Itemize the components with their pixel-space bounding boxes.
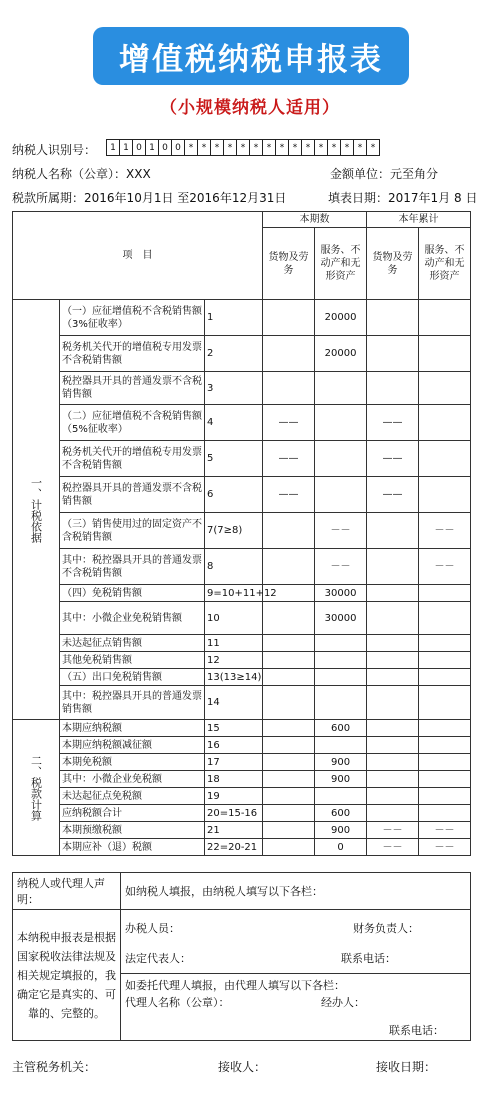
row-services-value: 900 [315, 754, 367, 771]
header-goods-year: 货物及劳务 [367, 228, 419, 300]
row-item-label: 本期应补（退）税额 [60, 839, 205, 856]
row-goods-value [263, 336, 315, 372]
row-goods-year-value: —— [367, 477, 419, 513]
taxpayer-id-digit: 0 [158, 139, 172, 156]
row-goods-year-value [367, 754, 419, 771]
row-goods-value [263, 805, 315, 822]
row-services-value [315, 737, 367, 754]
header-goods: 货物及劳务 [263, 228, 315, 300]
row-line-number: 2 [205, 336, 263, 372]
receive-date: 接收日期： [376, 1060, 437, 1074]
row-goods-year-value [367, 720, 419, 737]
agent-phone-field: 联系电话： [389, 1024, 444, 1037]
legal-rep-field: 法定代表人： [125, 952, 191, 965]
header-services: 服务、不动产和无形资产 [315, 228, 367, 300]
row-line-number: 14 [205, 686, 263, 720]
table-row [13, 686, 471, 720]
row-services-year-value [419, 652, 471, 669]
agent-fill-note: 如委托代理人填报，由代理人填写以下各栏： [125, 979, 345, 992]
row-goods-value [263, 788, 315, 805]
row-goods-value [263, 300, 315, 336]
row-services-year-value [419, 477, 471, 513]
row-goods-value: —— [263, 441, 315, 477]
row-line-number: 6 [205, 477, 263, 513]
row-item-label: 本期应纳税额 [60, 720, 205, 737]
row-services-value: 900 [315, 822, 367, 839]
row-goods-value [263, 372, 315, 405]
row-goods-year-value [367, 602, 419, 635]
row-line-number: 19 [205, 788, 263, 805]
table-row [13, 720, 471, 737]
taxpayer-id-digit: * [223, 139, 237, 156]
row-line-number: 10 [205, 602, 263, 635]
taxpayer-id-digit: * [301, 139, 315, 156]
table-row [13, 839, 471, 856]
taxpayer-id-digit: * [288, 139, 302, 156]
tax-period-label: 税款所属期： [12, 191, 85, 205]
row-item-label: 税控器具开具的普通发票不含税销售额 [60, 477, 205, 513]
taxpayer-id-digit: 0 [171, 139, 185, 156]
row-services-year-value [419, 602, 471, 635]
row-line-number: 3 [205, 372, 263, 405]
row-goods-year-value [367, 300, 419, 336]
self-fill-note: 如纳税人填报，由纳税人填写以下各栏： [121, 873, 471, 910]
header-current-period: 本期数 [263, 212, 367, 228]
row-services-year-value [419, 805, 471, 822]
row-goods-year-value [367, 737, 419, 754]
table-row [13, 737, 471, 754]
table-row [13, 585, 471, 602]
row-services-value [315, 405, 367, 441]
row-services-year-value [419, 585, 471, 602]
tax-period [12, 189, 286, 206]
table-row [13, 635, 471, 652]
row-goods-year-value [367, 788, 419, 805]
row-services-year-value [419, 771, 471, 788]
agent-person-field: 经办人： [321, 996, 365, 1009]
row-services-value: 30000 [315, 585, 367, 602]
row-line-number: 1 [205, 300, 263, 336]
tax-authority: 主管税务机关： [12, 1060, 97, 1074]
row-line-number: 18 [205, 771, 263, 788]
row-item-label: 应纳税额合计 [60, 805, 205, 822]
row-services-value: 900 [315, 771, 367, 788]
row-item-label: 税务机关代开的增值税专用发票不含税销售额 [60, 336, 205, 372]
row-services-year-value: －－ [419, 549, 471, 585]
row-line-number: 21 [205, 822, 263, 839]
currency-unit-label: 金额单位： [330, 167, 391, 181]
row-line-number: 5 [205, 441, 263, 477]
table-row [13, 441, 471, 477]
row-services-year-value [419, 441, 471, 477]
row-goods-year-value [367, 585, 419, 602]
header-services-year: 服务、不动产和无形资产 [419, 228, 471, 300]
row-item-label: 其他免税销售额 [60, 652, 205, 669]
row-goods-value [263, 602, 315, 635]
table-row [13, 336, 471, 372]
taxpayer-id-boxes [106, 139, 379, 156]
taxpayer-name [12, 165, 151, 182]
row-goods-year-value [367, 669, 419, 686]
table-row [13, 771, 471, 788]
row-line-number: 8 [205, 549, 263, 585]
table-row [13, 372, 471, 405]
taxpayer-id-digit: 1 [145, 139, 159, 156]
row-goods-year-value: －－ [367, 822, 419, 839]
row-item-label: 其中：小微企业免税额 [60, 771, 205, 788]
agent-name-field: 代理人名称（公章）： [125, 996, 230, 1009]
row-line-number: 7(7≥8) [205, 513, 263, 549]
row-line-number: 9=10+11+12 [205, 585, 263, 602]
row-line-number: 12 [205, 652, 263, 669]
row-item-label: 未达起征点销售额 [60, 635, 205, 652]
taxpayer-id-digit: * [353, 139, 367, 156]
currency-unit-value: 元至角分 [390, 167, 439, 181]
row-services-year-value [419, 336, 471, 372]
declarant-label: 纳税人或代理人声明： [13, 873, 121, 910]
table-row [13, 549, 471, 585]
taxpayer-id-digit: 1 [106, 139, 120, 156]
row-item-label: 税务机关代开的增值税专用发票不含税销售额 [60, 441, 205, 477]
row-goods-value [263, 822, 315, 839]
row-goods-value [263, 635, 315, 652]
taxpayer-id-digit: * [340, 139, 354, 156]
row-item-label: （五）出口免税销售额 [60, 669, 205, 686]
declaration-text: 本纳税申报表是根据国家税收法律法规及相关规定填报的，我确定它是真实的、可靠的、完整的。 [13, 910, 121, 1041]
row-services-year-value: －－ [419, 839, 471, 856]
table-row [13, 405, 471, 441]
row-line-number: 13(13≥14) [205, 669, 263, 686]
row-goods-value: —— [263, 405, 315, 441]
row-goods-value [263, 737, 315, 754]
table-row [13, 477, 471, 513]
row-goods-value [263, 839, 315, 856]
row-goods-year-value [367, 372, 419, 405]
table-row [13, 788, 471, 805]
row-services-year-value [419, 686, 471, 720]
phone-field: 联系电话： [341, 952, 396, 965]
form-subtitle: （小规模纳税人适用） [160, 98, 340, 118]
row-item-label: 其中：小微企业免税销售额 [60, 602, 205, 635]
row-goods-year-value [367, 635, 419, 652]
row-item-label: 未达起征点免税额 [60, 788, 205, 805]
row-item-label: （一）应征增值税不含税销售额（3%征收率） [60, 300, 205, 336]
row-line-number: 11 [205, 635, 263, 652]
taxpayer-id-digit: 0 [132, 139, 146, 156]
row-item-label: 本期免税额 [60, 754, 205, 771]
row-services-value [315, 686, 367, 720]
row-goods-year-value: —— [367, 405, 419, 441]
row-goods-value: —— [263, 477, 315, 513]
row-services-value [315, 441, 367, 477]
row-services-year-value [419, 788, 471, 805]
row-goods-year-value [367, 336, 419, 372]
section-tax-calc: 二、税款计算 [13, 720, 60, 856]
row-services-value [315, 635, 367, 652]
row-item-label: 其中：税控器具开具的普通发票不含税销售额 [60, 549, 205, 585]
row-line-number: 17 [205, 754, 263, 771]
row-services-year-value [419, 372, 471, 405]
row-services-year-value [419, 754, 471, 771]
row-services-year-value [419, 720, 471, 737]
row-goods-year-value [367, 805, 419, 822]
taxpayer-id-digit: * [210, 139, 224, 156]
header-year-total: 本年累计 [367, 212, 471, 228]
row-services-year-value: －－ [419, 822, 471, 839]
table-row [13, 669, 471, 686]
row-goods-year-value [367, 652, 419, 669]
taxpayer-id-digit: 1 [119, 139, 133, 156]
row-goods-year-value [367, 513, 419, 549]
fill-date-value: 2017年1月 8 日 [388, 191, 478, 205]
form-title: 增值税纳税申报表 [93, 27, 409, 85]
row-goods-value [263, 669, 315, 686]
taxpayer-id-digit: * [275, 139, 289, 156]
row-services-value [315, 477, 367, 513]
row-goods-year-value: －－ [367, 839, 419, 856]
row-services-value: －－ [315, 513, 367, 549]
row-goods-value [263, 686, 315, 720]
row-services-value: 20000 [315, 336, 367, 372]
row-line-number: 4 [205, 405, 263, 441]
row-services-value: 600 [315, 805, 367, 822]
table-row [13, 652, 471, 669]
receiver: 接收人： [218, 1060, 267, 1074]
row-services-year-value [419, 669, 471, 686]
row-item-label: 税控器具开具的普通发票不含税销售额 [60, 372, 205, 405]
row-item-label: 本期预缴税额 [60, 822, 205, 839]
row-goods-year-value [367, 549, 419, 585]
table-row [13, 602, 471, 635]
row-goods-year-value: —— [367, 441, 419, 477]
tax-period-value: 2016年10月1日 至2016年12月31日 [84, 191, 287, 205]
taxpayer-id-digit: * [197, 139, 211, 156]
row-line-number: 15 [205, 720, 263, 737]
table-row [13, 822, 471, 839]
taxpayer-id-digit: * [366, 139, 380, 156]
table-row [13, 513, 471, 549]
row-services-year-value [419, 737, 471, 754]
row-services-value: 20000 [315, 300, 367, 336]
row-goods-value [263, 754, 315, 771]
row-goods-value [263, 720, 315, 737]
row-line-number: 22=20-21 [205, 839, 263, 856]
row-services-value [315, 788, 367, 805]
taxpayer-id-digit: * [262, 139, 276, 156]
row-services-year-value [419, 635, 471, 652]
row-item-label: （三）销售使用过的固定资产不含税销售额 [60, 513, 205, 549]
table-row [13, 805, 471, 822]
taxpayer-name-label: 纳税人名称（公章）： [12, 167, 127, 181]
taxpayer-id-digit: * [184, 139, 198, 156]
row-services-year-value [419, 300, 471, 336]
row-services-year-value [419, 405, 471, 441]
taxpayer-id-digit: * [236, 139, 250, 156]
taxpayer-id-digit: * [249, 139, 263, 156]
taxpayer-id-label: 纳税人识别号： [12, 143, 97, 157]
row-services-value: 30000 [315, 602, 367, 635]
declaration-footer [12, 872, 471, 1041]
header-item: 项 目 [13, 212, 263, 300]
fill-date-label: 填表日期： [328, 191, 389, 205]
row-goods-value [263, 513, 315, 549]
row-item-label: （二）应征增值税不含税销售额（5%征收率） [60, 405, 205, 441]
taxpayer-id-digit: * [327, 139, 341, 156]
row-services-value: 0 [315, 839, 367, 856]
handler-field: 办税人员： [125, 922, 180, 935]
row-line-number: 20=15-16 [205, 805, 263, 822]
row-goods-year-value [367, 686, 419, 720]
row-line-number: 16 [205, 737, 263, 754]
row-goods-value [263, 652, 315, 669]
row-item-label: 本期应纳税额减征额 [60, 737, 205, 754]
table-row [13, 754, 471, 771]
finance-head-field: 财务负责人： [353, 922, 419, 935]
currency-unit [330, 165, 438, 182]
row-goods-value [263, 549, 315, 585]
fill-date [328, 189, 477, 206]
taxpayer-id-digit: * [314, 139, 328, 156]
declaration-table [12, 211, 471, 856]
row-services-value [315, 669, 367, 686]
row-item-label: 其中：税控器具开具的普通发票销售额 [60, 686, 205, 720]
row-services-value [315, 652, 367, 669]
row-services-year-value: －－ [419, 513, 471, 549]
row-services-value [315, 372, 367, 405]
row-services-value: 600 [315, 720, 367, 737]
row-item-label: （四）免税销售额 [60, 585, 205, 602]
table-row [13, 300, 471, 336]
row-goods-value [263, 771, 315, 788]
row-services-value: －－ [315, 549, 367, 585]
taxpayer-name-value: XXX [126, 167, 151, 181]
section-tax-basis: 一、计税依据 [13, 300, 60, 720]
row-goods-year-value [367, 771, 419, 788]
